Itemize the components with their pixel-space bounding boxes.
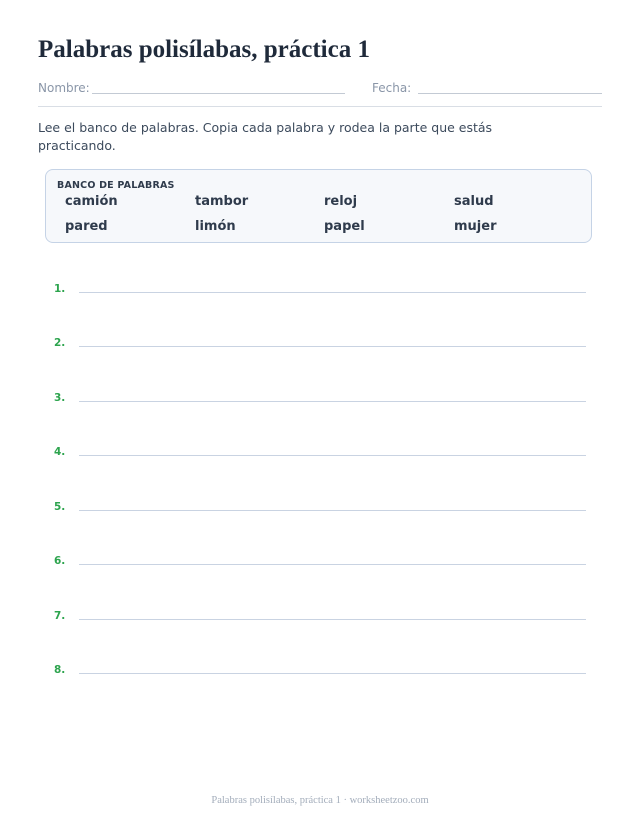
page-title: Palabras polisílabas, práctica 1 [38,36,370,63]
word-bank-word: salud [454,194,494,209]
answer-number: 2. [54,337,66,349]
word-bank [45,169,592,243]
answer-line[interactable] [79,619,586,620]
date-field[interactable] [418,93,602,94]
word-bank-word: reloj [324,194,358,209]
answer-number: 1. [54,283,66,295]
page-footer: Palabras polisílabas, práctica 1 · worksheetzoo.com [211,795,429,806]
word-bank-word: pared [65,219,108,234]
header-divider [38,106,602,107]
answer-line[interactable] [79,510,586,511]
answer-number: 5. [54,501,66,513]
answer-number: 4. [54,446,66,458]
instructions: Lee el banco de palabras. Copia cada palabra y rodea la parte que estás practicando. [38,120,493,153]
answer-number: 6. [54,555,66,567]
name-date-row [38,80,602,98]
word-bank-word: tambor [195,194,249,209]
answer-line[interactable] [79,673,586,674]
answer-number: 7. [54,610,66,622]
answer-line[interactable] [79,564,586,565]
answer-number: 8. [54,664,66,676]
word-bank-word: limón [195,219,236,234]
word-bank-word: mujer [454,219,497,234]
answer-line[interactable] [79,401,586,402]
date-label: Fecha: [372,81,412,95]
name-field[interactable] [92,93,345,94]
answer-line[interactable] [79,455,586,456]
word-bank-title: BANCO DE PALABRAS [57,180,175,191]
word-bank-word: camión [65,194,118,209]
answer-number: 3. [54,392,66,404]
answer-line[interactable] [79,292,586,293]
word-bank-word: papel [324,219,365,234]
name-label: Nombre: [38,81,90,95]
answer-line[interactable] [79,346,586,347]
